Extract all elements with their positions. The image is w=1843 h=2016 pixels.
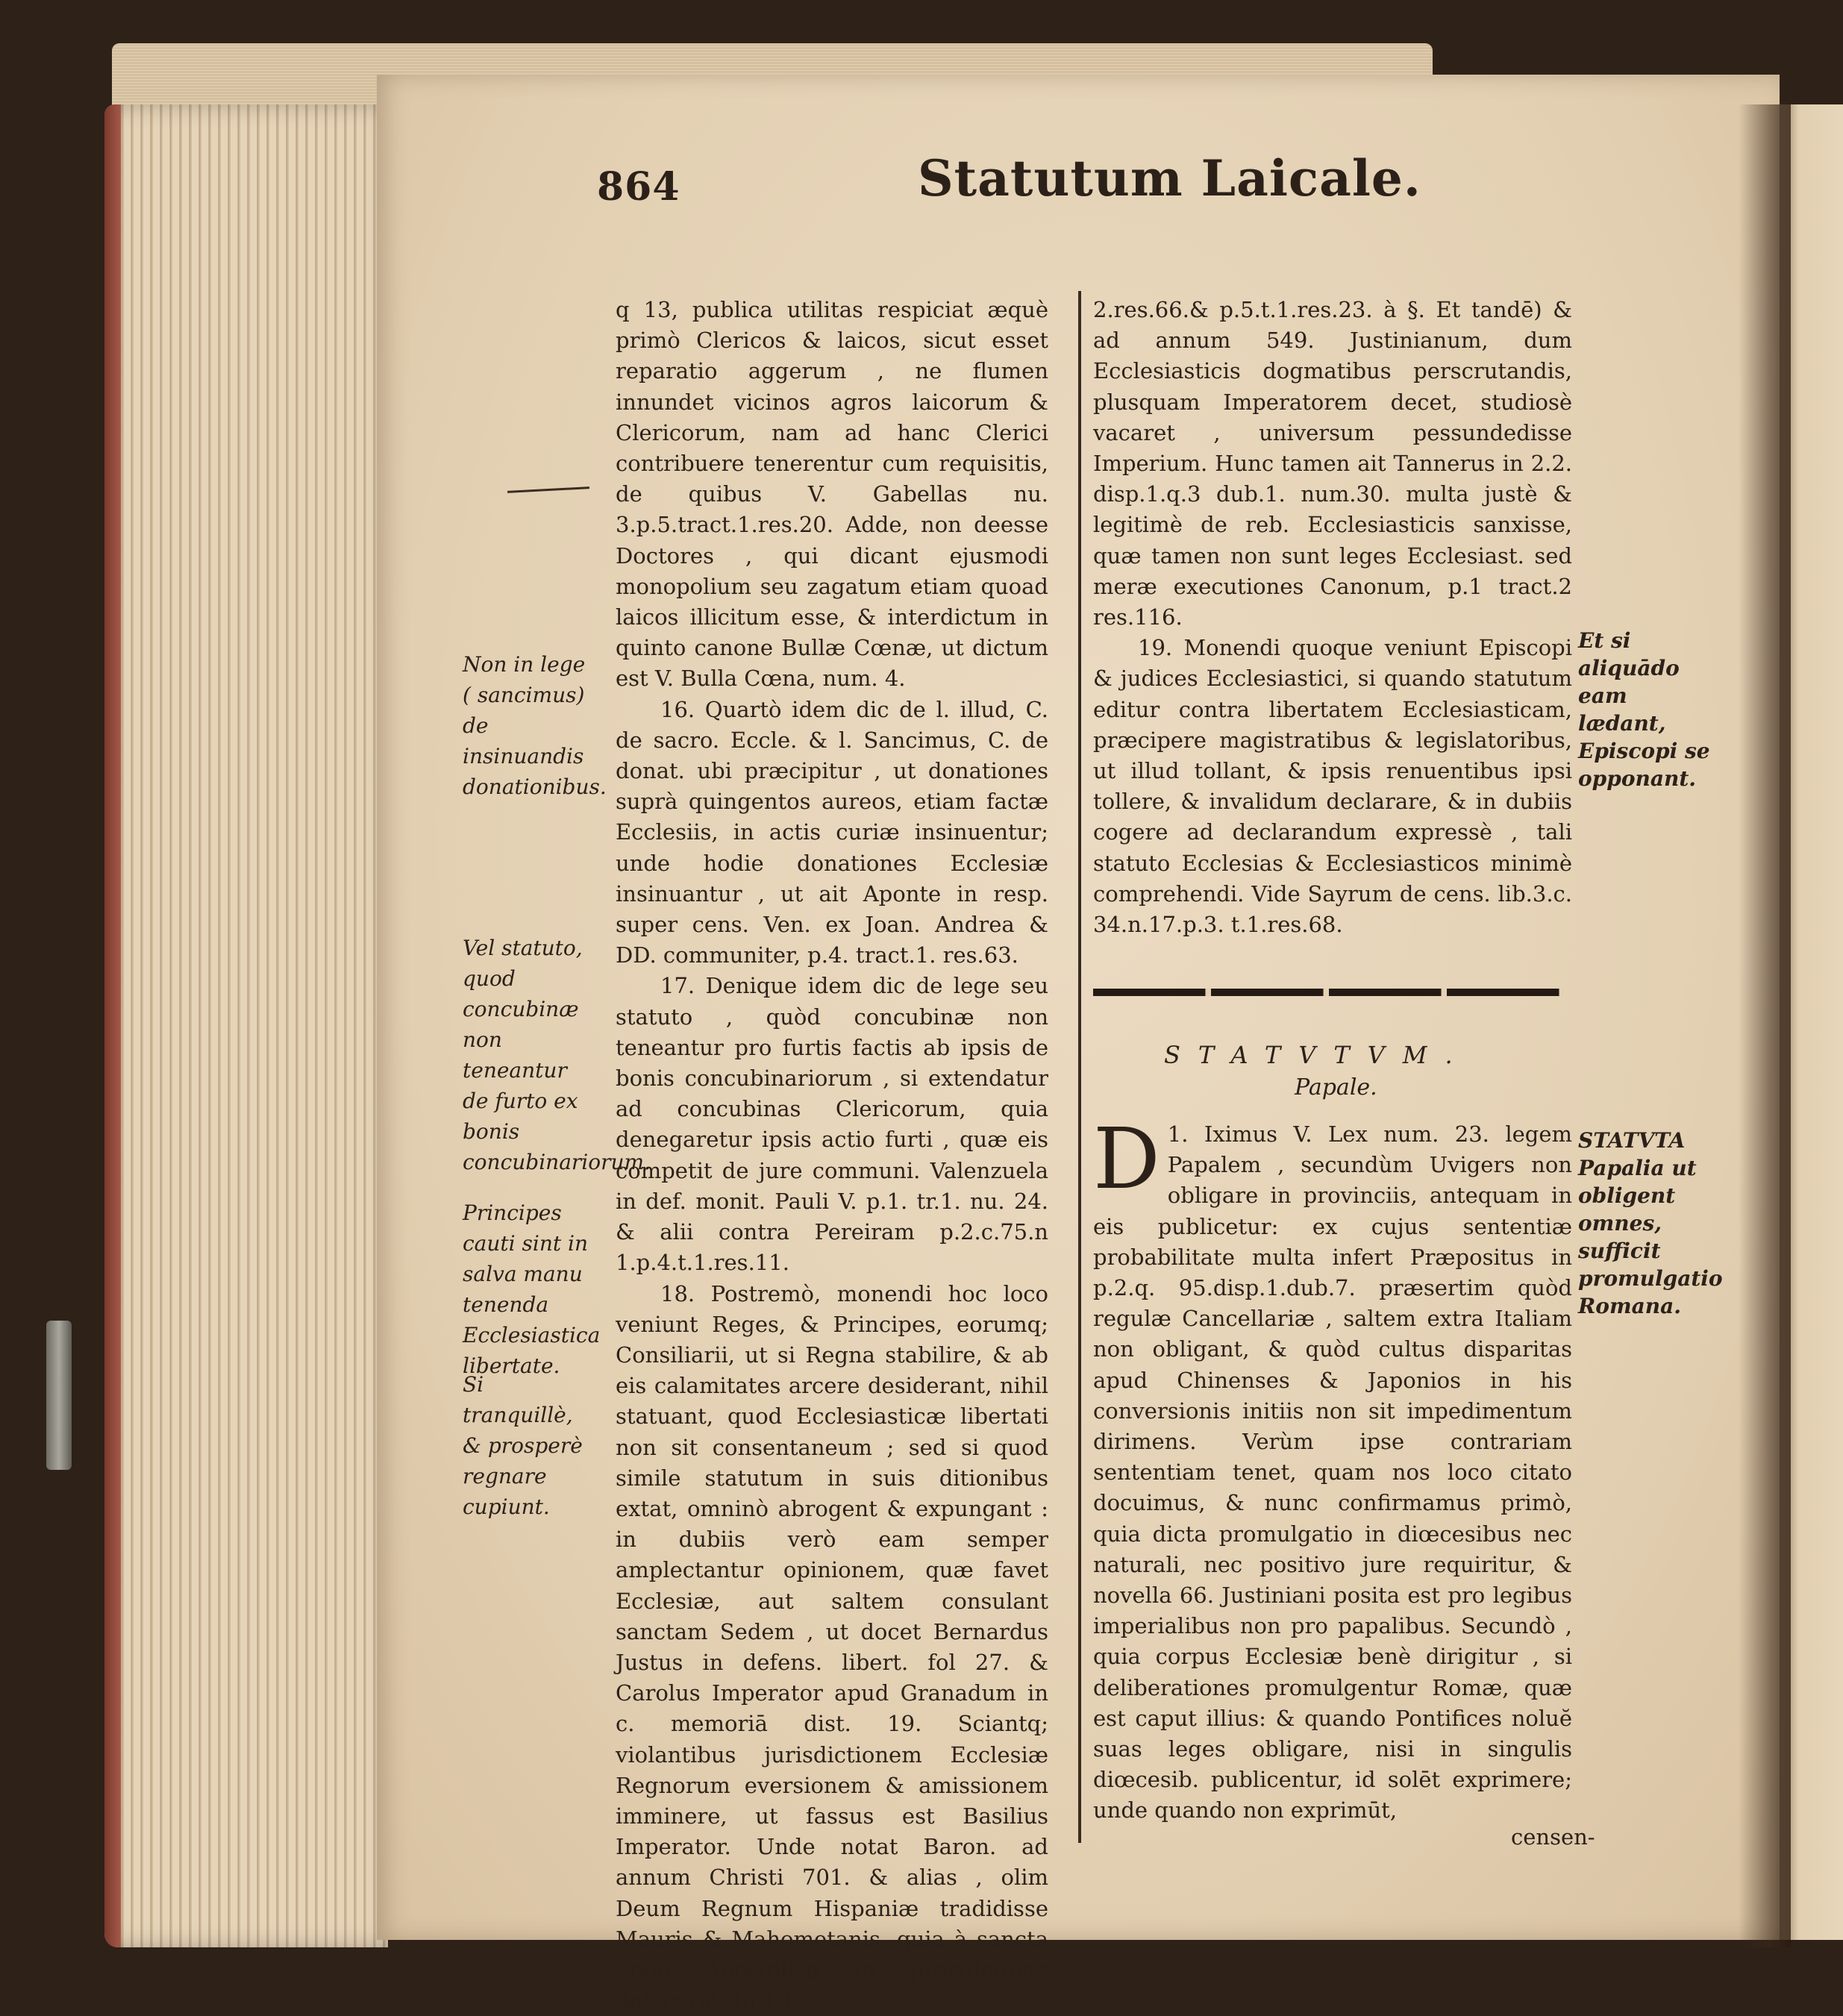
red-edge [104, 104, 121, 1947]
section-title: STATVTVM. [1164, 1041, 1552, 1069]
left-column [616, 295, 1048, 2016]
margin-dash-mark [507, 486, 589, 493]
section-para-text: 1. Iximus V. Lex num. 23. legem Papalem , secundùm Uvigers non obligare in provinciis, antequam in eis publicetur: ex cujus sententiæ probabilitate multa infert Præpositus in p.2.q. 95.disp.1.dub.7. præsertim quòd regulæ Cancellariæ , saltem extra Italiam non obligant, & quòd cultus disparitas apud Chinenses & Japonios in his conversionis initiis non sit impedimentum dirimens. Verùm ipse contrariam sententiam tenet, quam nos loco citato docuimus, & nunc confirmamus primò, quia dicta promulgatio in diœcesibus nec naturali, nec positivo jure requiritur, & novella 66. Justiniani posita est pro legibus imperialibus non pro papalibus. Secundò , quia corpus Ecclesiæ benè dirigitur , si deliberationes promulgentur Romæ, quæ est caput illius: & quando Pontifices noluĕ suas leges obligare, nisi in singulis diœcesib. publicentur, id solēt exprimere; unde quando non exprimūt, [1093, 1121, 1572, 1823]
margin-note-right-2: STATVTA Papalia ut obligent omnes, sufficit promulgatio Romana. [1578, 1127, 1712, 1320]
spine-shadow [1739, 104, 1791, 1947]
margin-note-left-1: Non in lege ( sancimus) de insinuandis donationibus. [463, 649, 593, 802]
section-rule [1093, 989, 1563, 996]
catchword: censen- [1511, 1824, 1595, 1850]
left-para-1: q 13, publica utilitas respiciat æquè primò Clericos & laicos, sicut esset reparatio aggerum , ne flumen innundet vicinos agros laicorum & Clericorum, nam ad hanc Clerici contribuere tenerentur cum requisitis, de quibus V. Gabellas nu. 3.p.5.tract.1.res.20. Adde, non deesse Doctores , qui dicant ejusmodi monopolium seu zagatum etiam quoad laicos illicitum esse, & interdictum in quinto canone Bullæ Cœnæ, ut dictum est V. Bulla Cœna, num. 4. [616, 295, 1048, 695]
left-para-3: 17. Denique idem dic de lege seu statuto , quòd concubinæ non teneantur pro furtis factis ab ipsis de bonis concubinariorum , si extendatur ad concubinas Clericorum, quia denegaretur ipsis actio furti , quæ eis competit de jure communi. Valenzuela in def. monit. Pauli V. p.1. tr.1. nu. 24. & alii contra Pereiram p.2.c.75.n 1.p.4.t.1.res.11. [616, 971, 1048, 1278]
left-para-2: 16. Quartò idem dic de l. illud, C. de sacro. Eccle. & l. Sancimus, C. de donat. ubi præcipitur , ut donationes suprà quingentos aureos, etiam factæ Ecclesiis, in actis curiæ insinuentur; unde hodie donationes Ecclesiæ insinuantur , ut ait Aponte in resp. super cens. Ven. ex Joan. Andrea & DD. communiter, p.4. tract.1. res.63. [616, 695, 1048, 971]
running-title: Statutum Laicale. [918, 149, 1421, 207]
metal-clasp [46, 1321, 72, 1470]
section-subtitle: Papale. [1295, 1074, 1377, 1101]
page-number: 864 [597, 164, 680, 210]
page-edges [104, 104, 388, 1947]
book-page [377, 75, 1780, 1940]
section-para-1 [1093, 1119, 1572, 1826]
margin-note-left-4: Si tranquillè, & prosperè regnare cupiunt. [463, 1369, 593, 1522]
right-para-1: 2.res.66.& p.5.t.1.res.23. à §. Et tandē) & ad annum 549. Justinianum, dum Ecclesiasticis dogmatibus perscrutandis, plusquam Imperatorem decet, studiosè vacaret , universum pessundedisse Imperium. Hunc tamen ait Tannerus in 2.2. disp.1.q.3 dub.1. num.30. multa justè & legitimè de reb. Ecclesiasticis sanxisse, quæ tamen non sunt leges Ecclesiast. sed meræ executiones Canonum, p.1 tract.2 res.116. [1093, 295, 1572, 633]
left-para-4: 18. Postremò, monendi hoc loco veniunt Reges, & Principes, eorumq; Consiliarii, ut si Regna stabilire, & ab eis calamitates arcere desiderant, nihil statuant, quod Ecclesiasticæ libertati non sit consentaneum ; sed si quod simile statutum in suis ditionibus extat, omninò abrogent & expungant : in dubiis verò eam semper amplectantur opinionem, quæ favet Ecclesiæ, aut saltem consulant sanctam Sedem , ut docet Bernardus Justus in defens. libert. fol 27. & Carolus Imperator apud Granadum in c. memoriā dist. 19. Sciantq; violantibus jurisdictionem Ecclesiæ Regnorum eversionem & amissionem imminere, ut fassus est Basilius Imperator. Unde notat Baron. ad annum Christi 701. & alias , olim Deum Regnum Hispaniæ tradidisse Mauris & Mahometanis, quia à sancta Sede Apostolica in jurisdictione defecerat, (p.1.t. [616, 1279, 1048, 2016]
right-para-2: 19. Monendi quoque veniunt Episcopi & judices Ecclesiastici, si quando statutum editur contra libertatem Ecclesiasticam, præcipere magistratibus & legislatoribus, ut illud tollant, & ipsis renuentibus ipsi tollere, & invalidum declarare, & in dubiis cogere ad declarandum expressè , tali statuto Ecclesias & Ecclesiasticos minimè comprehendi. Vide Sayrum de cens. lib.3.c. 34.n.17.p.3. t.1.res.68. [1093, 633, 1572, 940]
margin-note-left-3: Principes cauti sint in salva manu tenenda Ecclesiastica libertate. [463, 1198, 593, 1381]
column-divider [1078, 291, 1081, 1843]
right-column [1093, 295, 1572, 940]
drop-cap: D [1093, 1125, 1160, 1194]
margin-note-left-2: Vel statuto, quod concubinæ non teneantur de furto ex bonis concubinariorum. [463, 933, 593, 1177]
section-body [1093, 1119, 1572, 1826]
margin-note-right-1: Et si aliquādo eam lædant, Episcopi se opponant. [1578, 627, 1712, 792]
